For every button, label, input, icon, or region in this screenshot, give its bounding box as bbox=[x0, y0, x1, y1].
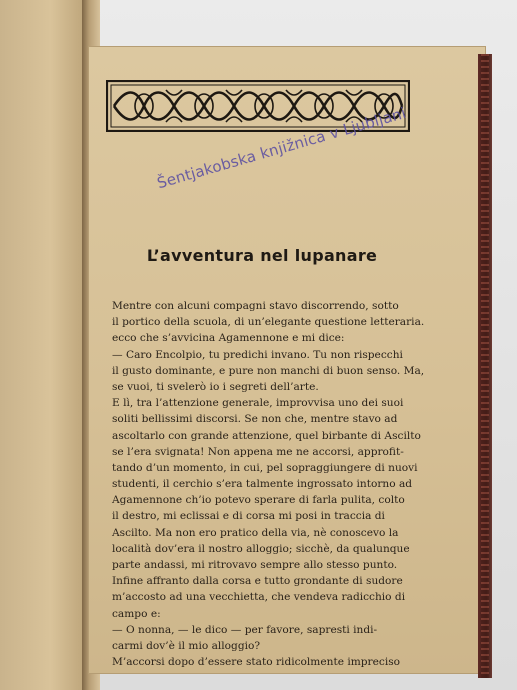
text-line: ecco che s’avvicina Agamennone e mi dice: bbox=[112, 332, 345, 345]
text-line: Ascilto. Ma non ero pratico della via, nè conoscevo la bbox=[112, 526, 399, 539]
library-stamp: Šentjakobska knjižnica v Ljubljani bbox=[155, 103, 408, 193]
text-line: tando d’un momento, in cui, pel sopraggiungere di nuovi bbox=[112, 461, 418, 474]
text-line: M’accorsi dopo d’essere stato ridicolmente impreciso bbox=[112, 656, 401, 669]
text-line: Infine affranto dalla corsa e tutto grondante di sudore bbox=[112, 575, 403, 588]
left-page bbox=[0, 0, 93, 690]
text-line: — Caro Encolpio, tu predichi invano. Tu non rispecchi bbox=[112, 348, 403, 361]
text-line: studenti, il cerchio s’era talmente ingrossato intorno ad bbox=[112, 478, 413, 491]
text-line: il portico della scuola, di un’elegante questione letteraria. bbox=[112, 316, 425, 329]
text-line: il gusto dominante, e pure non manchi di buon senso. Ma, bbox=[112, 364, 425, 377]
text-line: ascoltarlo con grande attenzione, quel birbante di Ascilto bbox=[112, 429, 421, 442]
body-text bbox=[112, 298, 425, 670]
text-line: — O nonna, — le dico — per favore, sapresti indi- bbox=[112, 623, 378, 636]
text-line: località dov’era il nostro alloggio; sicchè, da qualunque bbox=[112, 542, 410, 555]
text-line: soliti bellissimi discorsi. Se non che, mentre stavo ad bbox=[112, 413, 398, 426]
text-line: Mentre con alcuni compagni stavo discorrendo, sotto bbox=[112, 300, 399, 312]
text-line: se vuoi, ti svelerò io i segreti dell’arte. bbox=[112, 380, 319, 393]
text-line: m’accosto ad una vecchietta, che vendeva radicchio di bbox=[112, 591, 406, 604]
text-line: il destro, mi eclissai e di corsa mi posi in traccia di bbox=[112, 510, 385, 523]
text-line: parte andassi, mi ritrovavo sempre allo stesso punto. bbox=[112, 559, 398, 571]
text-line: campo e: bbox=[112, 607, 161, 620]
text-line: E lì, tra l’attenzione generale, improvvisa uno dei suoi bbox=[112, 397, 404, 410]
text-line: Agamennone ch’io potevo sperare di farla pulita, colto bbox=[112, 494, 405, 507]
book-cover-edge bbox=[478, 54, 492, 678]
text-line: carmi dov’è il mio alloggio? bbox=[112, 639, 261, 652]
text-line: se l’era svignata! Non appena me ne accorsi, approfit- bbox=[112, 445, 404, 458]
chapter-title: L’avventura nel lupanare bbox=[146, 246, 378, 265]
